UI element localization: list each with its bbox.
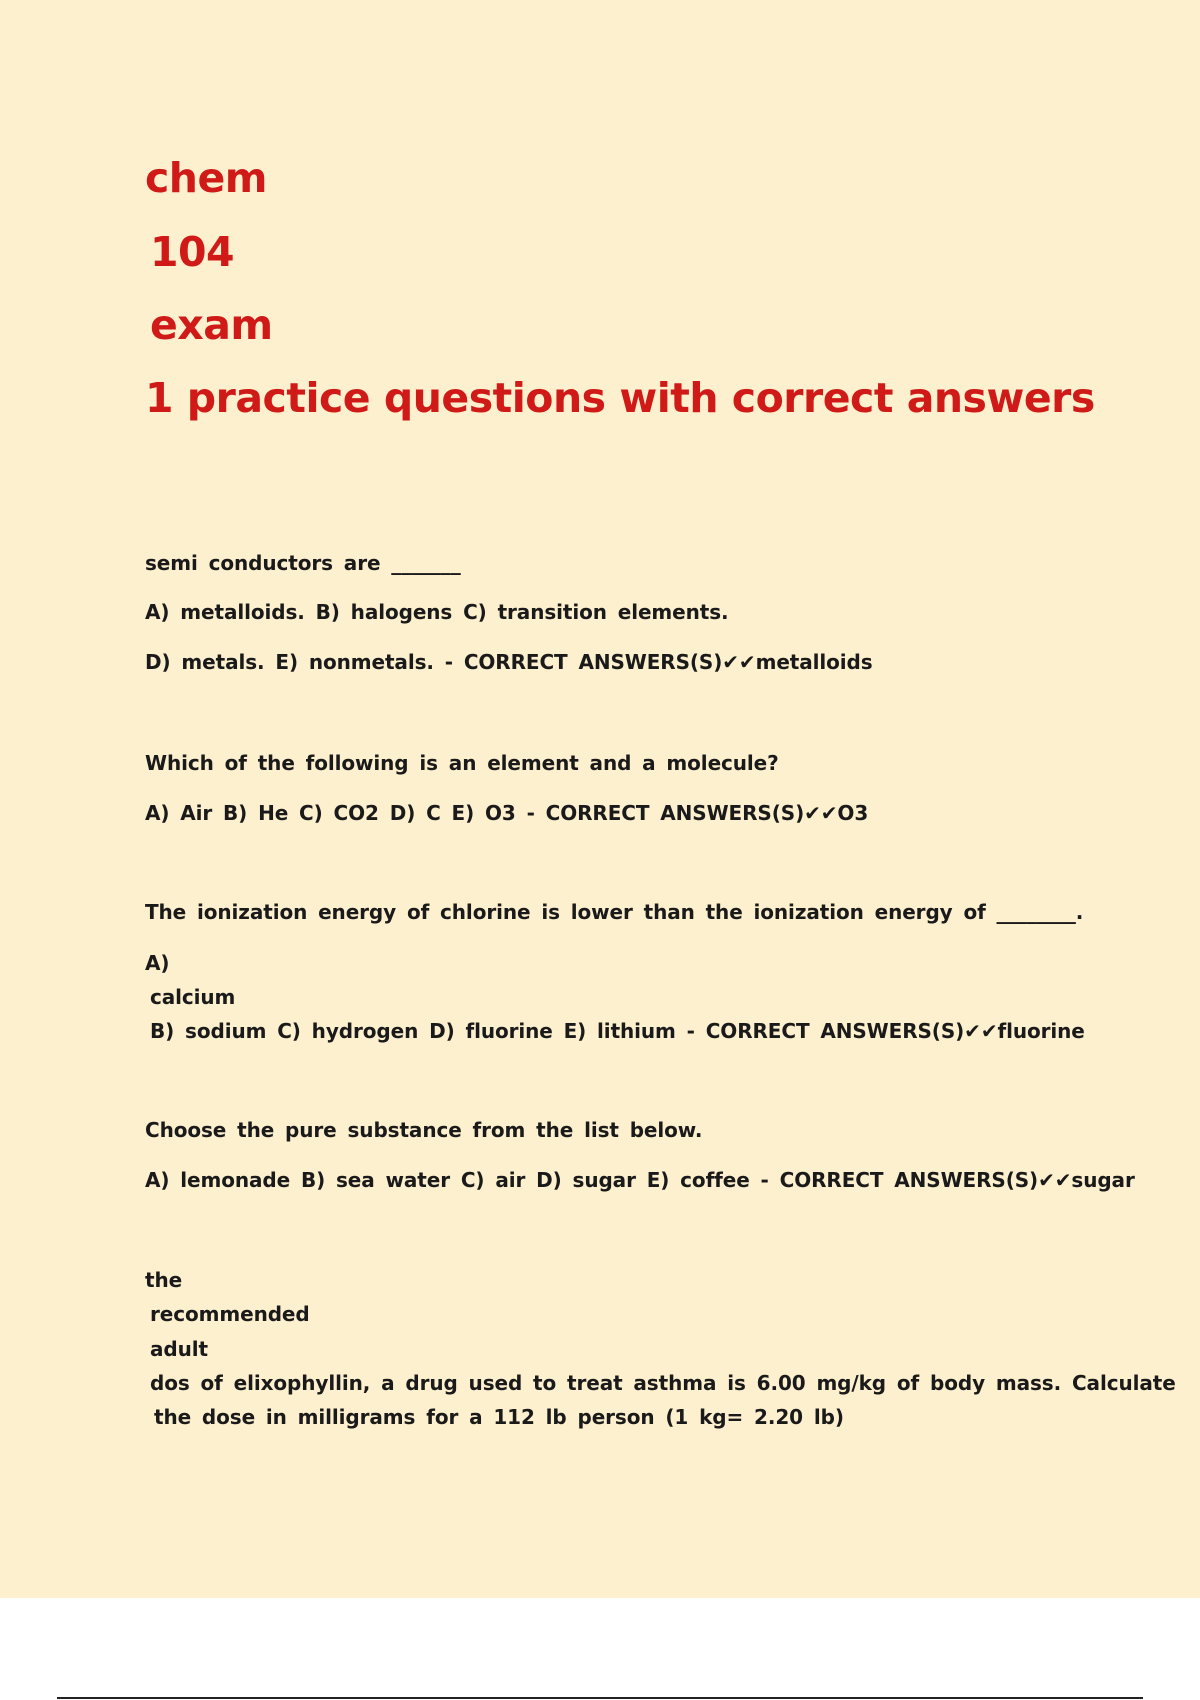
footer-divider <box>57 1697 1143 1699</box>
question-4-prompt: Choose the pure substance from the list below. <box>145 1118 703 1142</box>
question-5-line-1: the <box>145 1268 183 1292</box>
question-3-prompt: The ionization energy of chlorine is lower than the ionization energy of ________. <box>145 900 1084 924</box>
question-2-answer: A) Air B) He C) CO2 D) C E) O3 - CORRECT ANSWERS(S)✔✔O3 <box>145 801 869 825</box>
question-5-line-4: dos of elixophyllin, a drug used to treat asthma is 6.00 mg/kg of body mass. Calculate <box>150 1371 1176 1395</box>
question-3-option-a-label: A) <box>145 951 170 975</box>
title-line-chem: chem <box>145 154 268 202</box>
question-4-answer: A) lemonade B) sea water C) air D) sugar E) coffee - CORRECT ANSWERS(S)✔✔sugar <box>145 1168 1135 1192</box>
question-5-line-2: recommended <box>150 1302 310 1326</box>
question-2-prompt: Which of the following is an element and a molecule? <box>145 751 779 775</box>
title-line-subtitle: 1 practice questions with correct answers <box>145 374 1095 422</box>
question-1-answer: D) metals. E) nonmetals. - CORRECT ANSWERS(S)✔✔metalloids <box>145 650 873 674</box>
question-3-option-a-text: calcium <box>150 985 236 1009</box>
question-5-line-5: the dose in milligrams for a 112 lb person (1 kg= 2.20 lb) <box>154 1405 844 1429</box>
title-line-exam: exam <box>150 301 273 349</box>
question-1-options: A) metalloids. B) halogens C) transition elements. <box>145 600 729 624</box>
title-line-104: 104 <box>150 228 235 276</box>
question-3-answer: B) sodium C) hydrogen D) fluorine E) lithium - CORRECT ANSWERS(S)✔✔fluorine <box>150 1019 1085 1043</box>
question-1-prompt: semi conductors are _______ <box>145 551 461 575</box>
question-5-line-3: adult <box>150 1337 208 1361</box>
